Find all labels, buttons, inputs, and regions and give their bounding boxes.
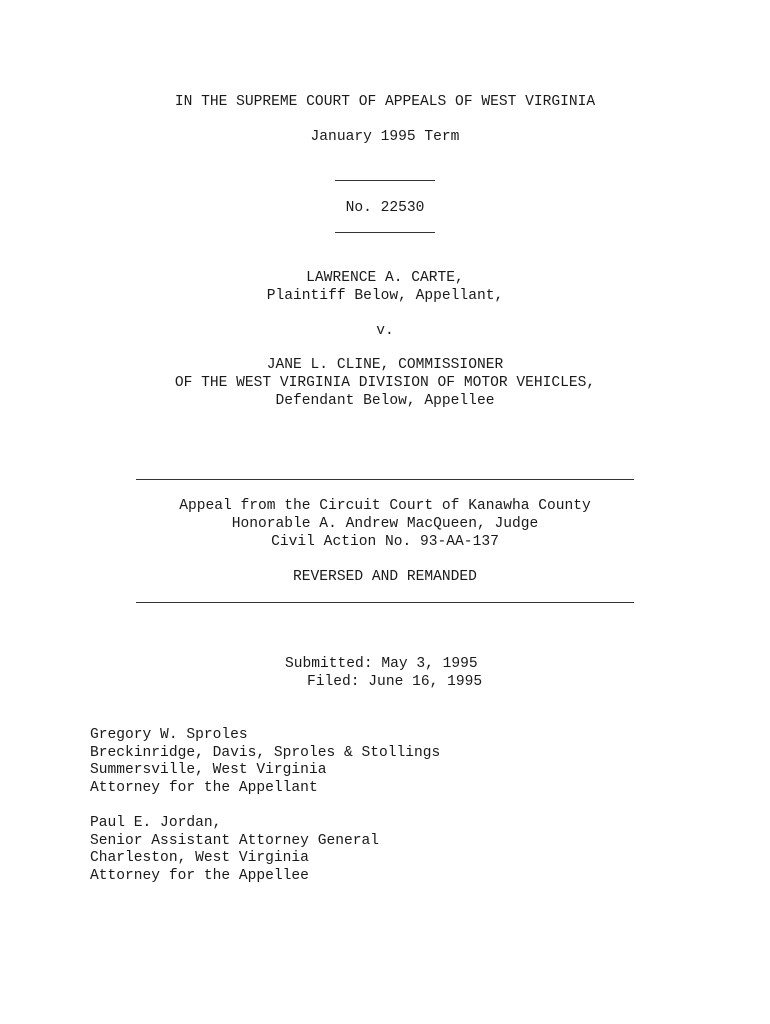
appeal-from: Appeal from the Circuit Court of Kanawha County	[179, 498, 591, 514]
civil-action-number: Civil Action No. 93-AA-137	[271, 534, 499, 550]
disposition: REVERSED AND REMANDED	[293, 569, 477, 585]
appellant-counsel-location: Summersville, West Virginia	[90, 762, 327, 778]
appellee-line2: OF THE WEST VIRGINIA DIVISION OF MOTOR VEHICLES,	[174, 375, 596, 391]
appellee-counsel-name: Paul E. Jordan,	[90, 815, 222, 831]
appellant-counsel-firm: Breckinridge, Davis, Sproles & Stollings	[90, 745, 441, 761]
case-number-rule-bottom	[335, 232, 435, 233]
appellee-counsel-location: Charleston, West Virginia	[90, 850, 309, 866]
appellant-counsel-role: Attorney for the Appellant	[90, 780, 318, 796]
appellee-role: Defendant Below, Appellee	[275, 393, 495, 409]
case-number: No. 22530	[345, 200, 425, 216]
appellant-role: Plaintiff Below, Appellant,	[266, 288, 504, 304]
filed-date: Filed: June 16, 1995	[307, 674, 483, 690]
case-number-rule-top	[335, 180, 435, 181]
appeal-rule-top	[136, 479, 634, 480]
appellant-counsel-name: Gregory W. Sproles	[90, 727, 248, 743]
submitted-date: Submitted: May 3, 1995	[285, 656, 478, 672]
appeal-rule-bottom	[136, 602, 634, 603]
appellee-counsel-title: Senior Assistant Attorney General	[90, 833, 380, 849]
versus: v.	[376, 323, 394, 339]
appellant-name: LAWRENCE A. CARTE,	[306, 270, 464, 286]
term-line: January 1995 Term	[310, 129, 460, 145]
appellee-line1: JANE L. CLINE, COMMISSIONER	[266, 357, 504, 373]
appeal-judge: Honorable A. Andrew MacQueen, Judge	[231, 516, 539, 532]
court-heading: IN THE SUPREME COURT OF APPEALS OF WEST VIRGINIA	[174, 94, 596, 110]
appellee-counsel-role: Attorney for the Appellee	[90, 868, 309, 884]
